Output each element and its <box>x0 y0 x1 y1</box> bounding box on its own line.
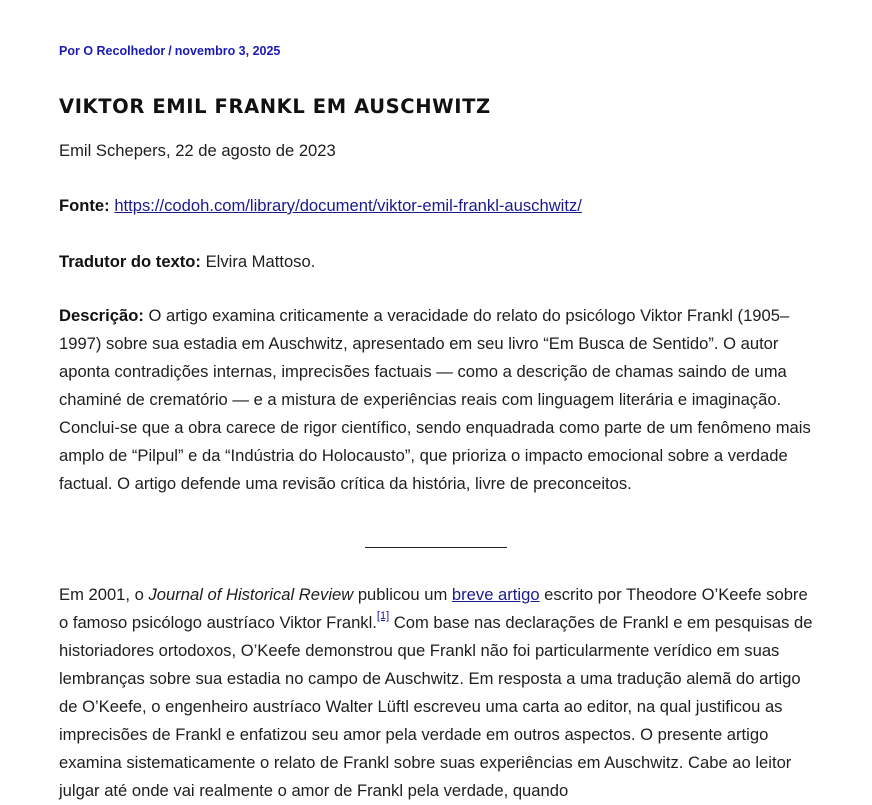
section-divider <box>365 547 507 548</box>
description-text: O artigo examina criticamente a veracidade do relato do psicólogo Viktor Frankl (1905–1997) sobre sua estadia em Auschwitz, apresentado em seu livro “Em Busca de Sentido”. O autor aponta contradições internas, imprecisões factuais — como a descrição de chamas saindo de uma chaminé de crematório — e a mistura de experiências reais com linguagem literária e imaginação. Conclui-se que a obra carece de rigor científico, sendo enquadrada como parte de um fenômeno mais amplo de “Pilpul” e da “Indústria do Holocausto”, que prioriza o impacto emocional sobre a verdade factual. O artigo defende uma revisão crítica da história, livre de preconceitos. <box>59 306 811 493</box>
translator-line <box>59 248 815 276</box>
translator-name: Elvira Mattoso. <box>200 252 316 271</box>
translator-label: Tradutor do texto: <box>59 252 201 271</box>
body-text-b: publicou um <box>353 585 452 604</box>
article-title: VIKTOR EMIL FRANKL EM AUSCHWITZ <box>59 95 491 118</box>
author-prefix: Por <box>59 44 80 58</box>
meta-separator: / <box>168 44 172 58</box>
article-link[interactable]: breve artigo <box>451 585 540 604</box>
post-date[interactable]: novembro 3, 2025 <box>174 44 281 58</box>
journal-title: Journal of Historical Review <box>148 585 354 604</box>
description-label: Descrição: <box>59 306 144 325</box>
footnote-link[interactable]: [1] <box>376 610 390 623</box>
source-line <box>59 192 815 220</box>
source-link[interactable]: https://codoh.com/library/document/viktor-emil-frankl-auschwitz/ <box>114 196 582 215</box>
body-text-c: escrito por Theodore O’Keefe sobre o famoso psicólogo austríaco Viktor Frankl. <box>59 585 808 632</box>
body-text-d: Com base nas declarações de Frankl e em pesquisas de historiadores ortodoxos, O’Keefe demonstrou que Frankl não foi particularmente verídico em suas lembranças sobre sua estadia no campo de Auschwitz. Em resposta a uma tradução alemã do artigo de O’Keefe, o engenheiro austríaco Walter Lüftl escreveu uma carta ao editor, na qual justificou as imprecisões de Frankl e enfatizou seu amor pela verdade em outros aspectos. O presente artigo examina sistematicamente o relato de Frankl sobre suas experiências em Auschwitz. Cabe ao leitor julgar até onde vai realmente o amor de Frankl pela verdade, quando <box>59 613 813 800</box>
source-label: Fonte: <box>59 196 110 215</box>
description-paragraph <box>59 302 815 498</box>
byline: Emil Schepers, 22 de agosto de 2023 <box>59 141 336 160</box>
post-meta <box>59 44 280 58</box>
body-text-a: Em 2001, o <box>59 585 149 604</box>
body-paragraph <box>59 581 815 805</box>
author-link[interactable]: O Recolhedor <box>83 44 166 58</box>
